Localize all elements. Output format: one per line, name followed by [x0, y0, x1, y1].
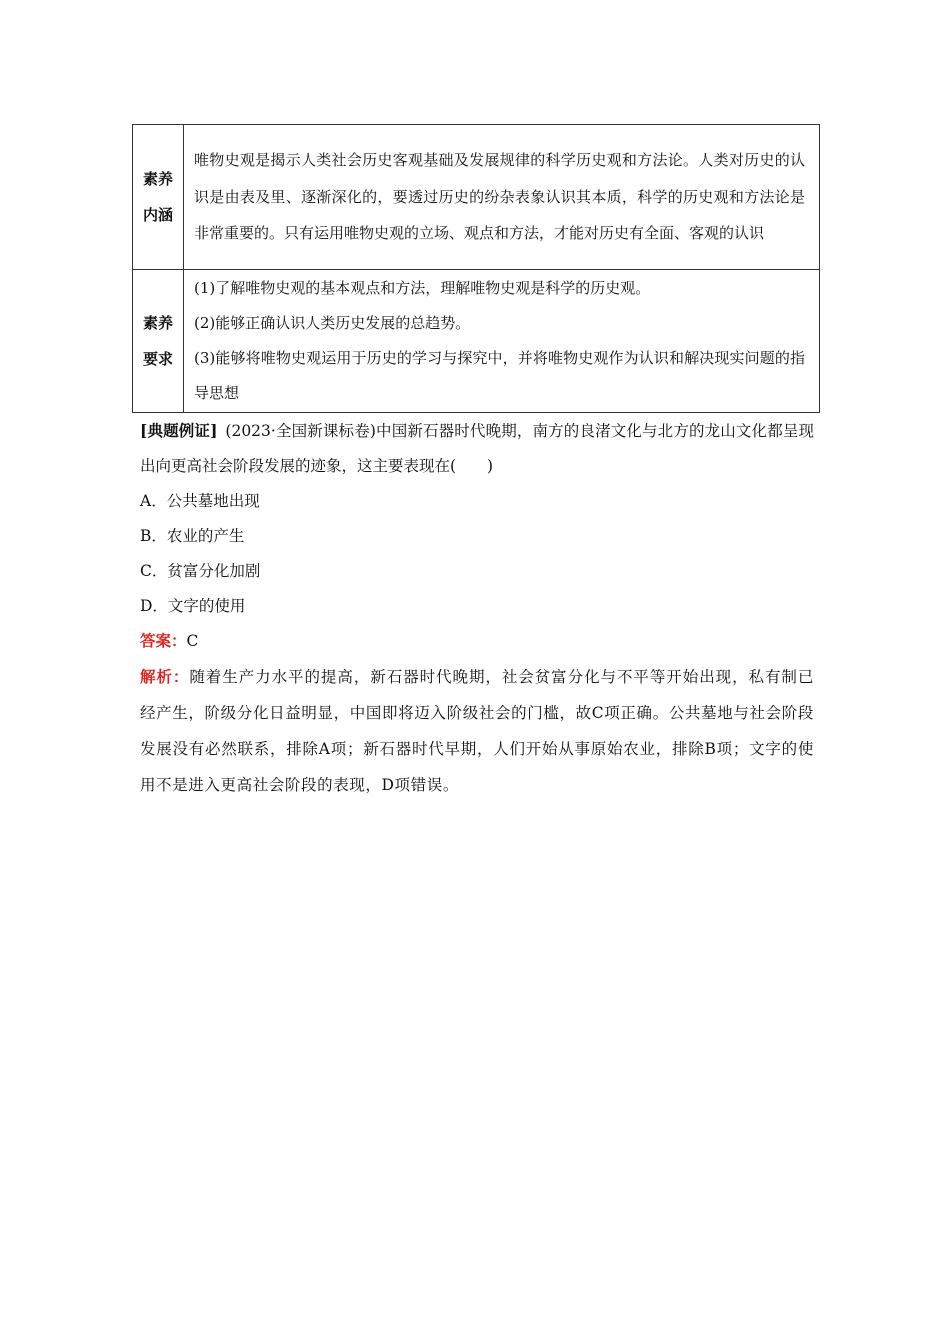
- literacy-row-requirements: [133, 270, 820, 413]
- requirement-item-3: (3)能够将唯物史观运用于历史的学习与探究中，并将唯物史观作为认识和解决现实问题的指导思想: [194, 349, 805, 402]
- connotation-label-line1: 素养: [142, 170, 173, 188]
- analysis-text: 随着生产力水平的提高，新石器时代晚期，社会贫富分化与不平等开始出现，私有制已经产生，阶级分化日益明显，中国即将迈入阶级社会的门槛，故C项正确。公共墓地与社会阶段发展没有必然联系，排除A项；新石器时代早期，人们开始从事原始农业，排除B项；文字的使用不是进入更高社会阶段的表现，D项错误。: [140, 668, 814, 794]
- option-c: C．贫富分化加剧: [140, 562, 261, 580]
- option-d: D．文字的使用: [140, 597, 246, 615]
- example-question: [140, 413, 814, 803]
- answer-value: C: [186, 632, 199, 650]
- answer-label: 答案：: [140, 632, 187, 650]
- requirements-label-line1: 素养: [142, 314, 173, 332]
- option-b: B．农业的产生: [140, 527, 245, 545]
- literacy-table: [132, 124, 820, 413]
- question-tag: [典题例证]: [140, 421, 218, 440]
- analysis-paragraph: [140, 659, 814, 803]
- question-source: (2023·全国新课标卷): [225, 422, 376, 440]
- requirements-label: [133, 270, 184, 413]
- analysis-label: 解析：: [140, 668, 190, 686]
- option-a: A．公共墓地出现: [140, 492, 260, 510]
- question-text: 中国新石器时代晚期，南方的良渚文化与北方的龙山文化都呈现出向更高社会阶段发展的迹象，这主要表现在( ): [140, 422, 814, 475]
- requirements-content: [184, 270, 820, 413]
- question-stem: [140, 413, 814, 484]
- answer-line: [140, 624, 814, 659]
- requirement-item-1: (1)了解唯物史观的基本观点和方法，理解唯物史观是科学的历史观。: [194, 279, 651, 297]
- connotation-label-line2: 内涵: [142, 206, 173, 224]
- connotation-content: 唯物史观是揭示人类社会历史客观基础及发展规律的科学历史观和方法论。人类对历史的认识是由表及里、逐渐深化的，要透过历史的纷杂表象认识其本质，科学的历史观和方法论是非常重要的。只有运用唯物史观的立场、观点和方法，才能对历史有全面、客观的认识: [184, 125, 820, 270]
- requirement-item-2: (2)能够正确认识人类历史发展的总趋势。: [194, 314, 471, 332]
- connotation-label: [133, 125, 184, 270]
- requirements-label-line2: 要求: [142, 350, 173, 368]
- literacy-row-connotation: [133, 125, 820, 270]
